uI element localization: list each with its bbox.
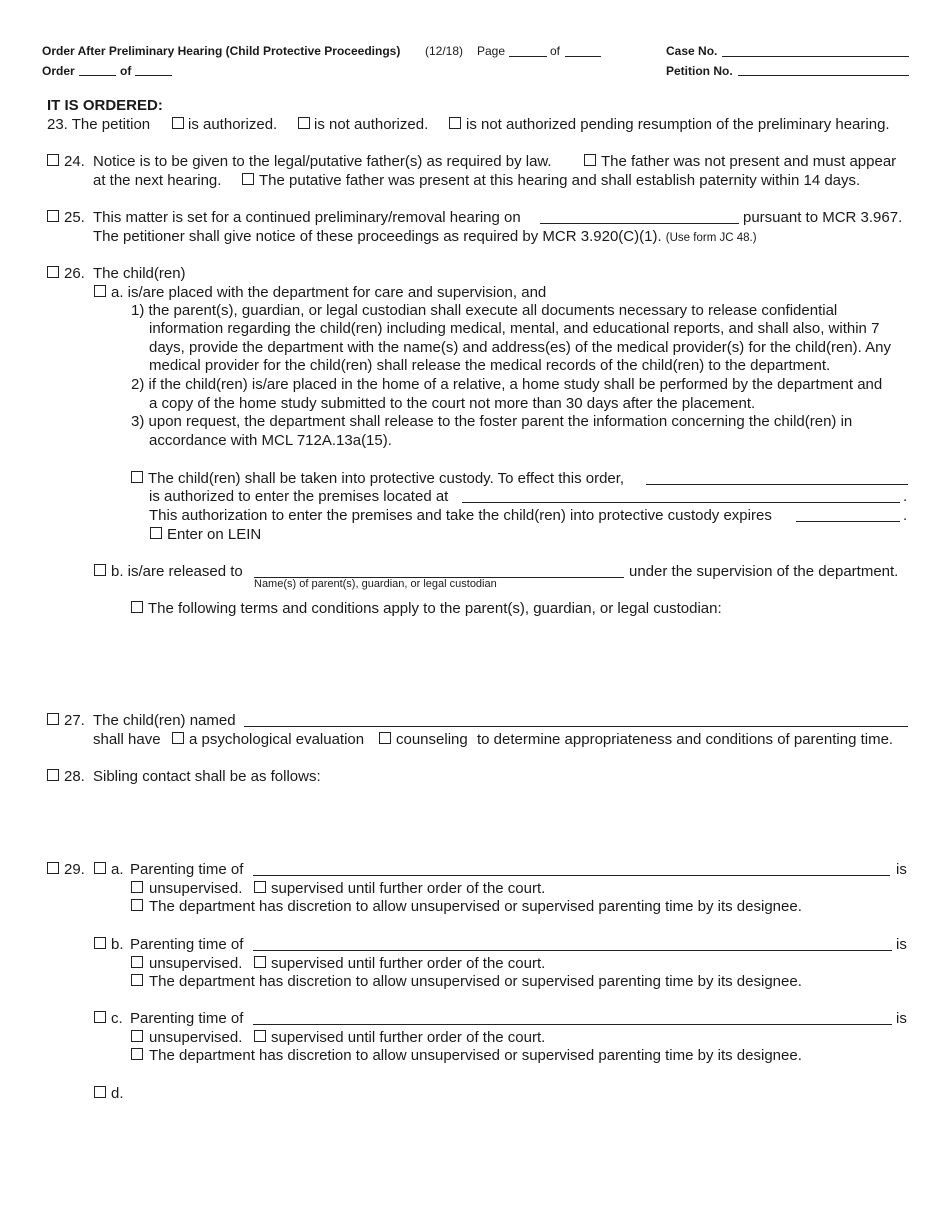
- item-29b-unsupervised-checkbox[interactable]: [131, 956, 143, 968]
- form-revision: (12/18): [425, 44, 464, 58]
- item-29d-label: d.: [111, 1085, 124, 1102]
- item-29a-discretion-checkbox[interactable]: [131, 899, 143, 911]
- item-26-premises-field[interactable]: [462, 502, 900, 503]
- item-29d-checkbox[interactable]: [94, 1086, 106, 1098]
- item-23-authorized-label: is authorized.: [188, 116, 278, 133]
- item-26a-1-line1: 1) the parent(s), guardian, or legal custodian shall execute all documents necessary to release confidential: [131, 302, 838, 319]
- item-24-line1: Notice is to be given to the legal/putative father(s) as required by law.: [93, 153, 552, 170]
- item-26-lein-label: Enter on LEIN: [167, 526, 262, 543]
- item-29-checkbox[interactable]: [47, 862, 59, 874]
- item-26-authorized-person-field[interactable]: [646, 484, 908, 485]
- item-29a-parenting-time-of: Parenting time of: [130, 861, 244, 878]
- item-26-lein-checkbox[interactable]: [150, 527, 162, 539]
- item-23-lead: 23. The petition: [47, 116, 151, 133]
- item-26b-terms-label: The following terms and conditions apply to the parent(s), guardian, or legal custodian:: [148, 600, 722, 617]
- item-24-number: 24.: [64, 153, 85, 170]
- item-29a-is: is: [896, 861, 907, 878]
- item-26-custody-line1: The child(ren) shall be taken into protective custody. To effect this order,: [148, 470, 625, 487]
- item-26a-1-line2: information regarding the child(ren) including medical, mental, and educational reports, and shall also, within 7: [149, 320, 880, 337]
- order-of-label: of: [120, 64, 132, 78]
- item-27-counseling-label: counseling: [396, 731, 468, 748]
- item-29c-unsupervised-label: unsupervised.: [149, 1029, 243, 1046]
- item-26a-2-line2: a copy of the home study submitted to the court not more than 30 days after the placement.: [149, 395, 756, 412]
- item-25-number: 25.: [64, 209, 85, 226]
- item-26-expiry-field[interactable]: [796, 521, 900, 522]
- page-label: Page: [477, 44, 506, 58]
- item-27-child-name-field[interactable]: [244, 726, 908, 727]
- item-29-number: 29.: [64, 861, 85, 878]
- item-29b-discretion-label: The department has discretion to allow unsupervised or supervised parenting time by its designee.: [149, 973, 802, 990]
- item-26a-3-line2: accordance with MCL 712A.13a(15).: [149, 432, 392, 449]
- item-29a-unsupervised-checkbox[interactable]: [131, 881, 143, 893]
- item-29c-unsupervised-checkbox[interactable]: [131, 1030, 143, 1042]
- page-of-label: of: [550, 44, 561, 58]
- item-25-line2: [93, 228, 757, 247]
- item-29c-parenting-time-of: Parenting time of: [130, 1010, 244, 1027]
- item-26b-tail: under the supervision of the department.: [629, 563, 899, 580]
- item-25-notice-text: The petitioner shall give notice of these proceedings as required by MCR 3.920(C)(1).: [93, 228, 662, 245]
- item-26-number: 26.: [64, 265, 85, 282]
- item-25-line1: This matter is set for a continued preliminary/removal hearing on: [93, 209, 521, 226]
- item-24-line2: at the next hearing.: [93, 172, 222, 189]
- order-total-field[interactable]: [135, 75, 172, 76]
- page-total-field[interactable]: [565, 56, 601, 57]
- petition-no-label: Petition No.: [666, 64, 733, 78]
- form-title: Order After Preliminary Hearing (Child Protective Proceedings): [42, 44, 401, 58]
- item-26-custody-line3: This authorization to enter the premises and take the child(ren) into protective custody expires: [149, 507, 772, 524]
- item-26a-2-line1: 2) if the child(ren) is/are placed in the home of a relative, a home study shall be performed by the department and: [131, 376, 883, 393]
- item-27-counseling-checkbox[interactable]: [379, 732, 391, 744]
- item-24-father-not-present-label: The father was not present and must appear: [601, 153, 897, 170]
- item-29c-supervised-checkbox[interactable]: [254, 1030, 266, 1042]
- item-29b-supervised-checkbox[interactable]: [254, 956, 266, 968]
- item-29c-discretion-label: The department has discretion to allow unsupervised or supervised parenting time by its designee.: [149, 1047, 802, 1064]
- item-29a-supervised-label: supervised until further order of the court.: [271, 880, 546, 897]
- item-23-not-authorized-checkbox[interactable]: [298, 117, 310, 129]
- item-26a-1-line3: days, provide the department with the name(s) and address(es) of the medical provider(s) for the child(ren). Any: [149, 339, 892, 356]
- item-25-form-note: (Use form JC 48.): [665, 232, 757, 244]
- item-29a-name-field[interactable]: [253, 875, 890, 876]
- item-24-putative-father-label: The putative father was present at this hearing and shall establish paternity within 14 days.: [259, 172, 861, 189]
- item-27-checkbox[interactable]: [47, 713, 59, 725]
- item-28-text: Sibling contact shall be as follows:: [93, 768, 321, 785]
- item-29a-discretion-label: The department has discretion to allow unsupervised or supervised parenting time by its designee.: [149, 898, 802, 915]
- item-23-authorized-checkbox[interactable]: [172, 117, 184, 129]
- item-25-hearing-date-field[interactable]: [540, 223, 739, 224]
- item-29b-discretion-checkbox[interactable]: [131, 974, 143, 986]
- ordered-heading: IT IS ORDERED:: [47, 97, 163, 114]
- item-26a-label: a. is/are placed with the department for care and supervision, and: [111, 284, 547, 301]
- item-29a-checkbox[interactable]: [94, 862, 106, 874]
- item-29c-label: c.: [111, 1010, 123, 1027]
- item-26b-caption: Name(s) of parent(s), guardian, or legal custodian: [254, 578, 497, 590]
- case-no-label: Case No.: [666, 44, 718, 58]
- item-23-pending-checkbox[interactable]: [449, 117, 461, 129]
- item-29c-name-field[interactable]: [253, 1024, 892, 1025]
- item-26a-1-line4: medical provider for the child(ren) shall release the medical records of the child(ren) to the department.: [149, 357, 831, 374]
- item-27-psych-eval-checkbox[interactable]: [172, 732, 184, 744]
- item-26-custody-checkbox[interactable]: [131, 471, 143, 483]
- item-26a-checkbox[interactable]: [94, 285, 106, 297]
- item-28-checkbox[interactable]: [47, 769, 59, 781]
- item-25-mcr: pursuant to MCR 3.967.: [743, 209, 903, 226]
- item-29a-label: a.: [111, 861, 124, 878]
- item-24-putative-father-checkbox[interactable]: [242, 173, 254, 185]
- order-number-field[interactable]: [79, 75, 116, 76]
- item-29b-unsupervised-label: unsupervised.: [149, 955, 243, 972]
- item-24-father-not-present-checkbox[interactable]: [584, 154, 596, 166]
- item-28-number: 28.: [64, 768, 85, 785]
- item-29b-is: is: [896, 936, 907, 953]
- item-27-number: 27.: [64, 712, 85, 729]
- item-29c-discretion-checkbox[interactable]: [131, 1048, 143, 1060]
- item-27-tail: to determine appropriateness and conditions of parenting time.: [477, 731, 894, 748]
- item-26b-label: b. is/are released to: [111, 563, 243, 580]
- item-23-not-authorized-label: is not authorized.: [314, 116, 429, 133]
- item-26-period-1: .: [903, 488, 908, 505]
- item-29b-name-field[interactable]: [253, 950, 892, 951]
- item-29a-unsupervised-label: unsupervised.: [149, 880, 243, 897]
- item-29c-supervised-label: supervised until further order of the court.: [271, 1029, 546, 1046]
- item-25-checkbox[interactable]: [47, 210, 59, 222]
- item-26b-checkbox[interactable]: [94, 564, 106, 576]
- item-26b-terms-checkbox[interactable]: [131, 601, 143, 613]
- item-26-checkbox[interactable]: [47, 266, 59, 278]
- item-26-custody-line2: is authorized to enter the premises located at: [149, 488, 449, 505]
- item-24-checkbox[interactable]: [47, 154, 59, 166]
- item-29b-supervised-label: supervised until further order of the court.: [271, 955, 546, 972]
- item-26-period-2: .: [903, 507, 908, 524]
- petition-no-field[interactable]: [738, 75, 909, 76]
- item-26-lead: The child(ren): [93, 265, 186, 282]
- item-27-shall-have: shall have: [93, 731, 161, 748]
- item-29b-checkbox[interactable]: [94, 937, 106, 949]
- page-number-field[interactable]: [509, 56, 547, 57]
- item-29c-is: is: [896, 1010, 907, 1027]
- order-label: Order: [42, 64, 75, 78]
- item-26a-3-line1: 3) upon request, the department shall release to the foster parent the information concerning the child(ren) in: [131, 413, 853, 430]
- item-29a-supervised-checkbox[interactable]: [254, 881, 266, 893]
- case-no-field[interactable]: [722, 56, 909, 57]
- item-27-line1: The child(ren) named: [93, 712, 236, 729]
- item-29b-label: b.: [111, 936, 124, 953]
- item-29c-checkbox[interactable]: [94, 1011, 106, 1023]
- item-27-psych-eval-label: a psychological evaluation: [189, 731, 365, 748]
- item-29b-parenting-time-of: Parenting time of: [130, 936, 244, 953]
- item-23-pending-label: is not authorized pending resumption of the preliminary hearing.: [466, 116, 890, 133]
